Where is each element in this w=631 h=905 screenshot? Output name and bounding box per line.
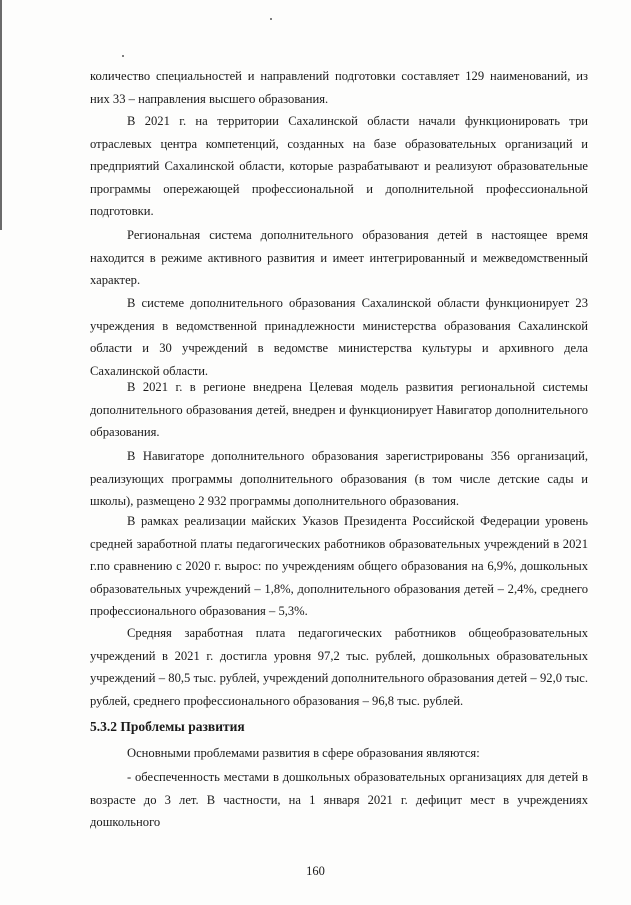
paragraph-6: В Навигаторе дополнительного образования зарегистрированы 356 организаций, реализующих программы дополнительного образования (в том числе детские сады и школы), размещено 2 932 программы дополнительного образования. bbox=[90, 449, 588, 509]
paragraph-8: Средняя заработная плата педагогических работников общеобразовательных учреждений в 2021 г. достигла уровня 97,2 тыс. рублей, дошкольных образовательных учреждений – 80,5 тыс. рублей, учреждений дополнительного образования детей – 92,0 тыс. рублей, среднего профессионального образования – 96,8 тыс. рублей. bbox=[90, 626, 588, 708]
list-item: - обеспеченность местами в дошкольных образовательных организациях для детей в возрасте до 3 лет. В частности, на 1 января 2021 г. дефицит мест в учреждениях дошкольного bbox=[90, 770, 588, 830]
paragraph-4: В системе дополнительного образования Сахалинской области функционирует 23 учреждения в ведомственной принадлежности министерства образования Сахалинской области и 30 учреждений в ведомстве министерства культуры и архивного дела Сахалинской области. bbox=[90, 296, 588, 378]
scan-edge-shadow bbox=[0, 0, 2, 230]
paragraph-1: количество специальностей и направлений подготовки составляет 129 наименований, из них 33 – направления высшего образования. bbox=[90, 69, 588, 106]
section-intro: Основными проблемами развития в сфере образования являются: bbox=[127, 746, 480, 760]
paragraph-2: В 2021 г. на территории Сахалинской области начали функционировать три отраслевых центра компетенций, созданных на базе образовательных организаций и предприятий Сахалинской области, которые разрабатывают и реализуют образовательные программы опережающей профессиональной и дополнительной профессиональной подготовки. bbox=[90, 114, 588, 219]
page-number: 160 bbox=[306, 864, 325, 878]
section-heading: 5.3.2 Проблемы развития bbox=[90, 719, 245, 734]
paragraph-7: В рамках реализации майских Указов Президента Российской Федерации уровень средней заработной платы педагогических работников образовательных учреждений в 2021 г.по сравнению с 2020 г. вырос: по учреждениям общего образования на 6,9%, дошкольных образовательных учреждений – 1,8%, дополнительного образования детей – 2,4%, среднего профессионального образования – 5,3%. bbox=[90, 514, 588, 619]
paragraph-5: В 2021 г. в регионе внедрена Целевая модель развития региональной системы дополнительного образования детей, внедрен и функционирует Навигатор дополнительного образования. bbox=[90, 380, 588, 440]
paragraph-3: Региональная система дополнительного образования детей в настоящее время находится в режиме активного развития и имеет интегрированный и межведомственный характер. bbox=[90, 228, 588, 288]
scan-speck bbox=[270, 18, 272, 20]
scan-speck bbox=[122, 55, 124, 57]
